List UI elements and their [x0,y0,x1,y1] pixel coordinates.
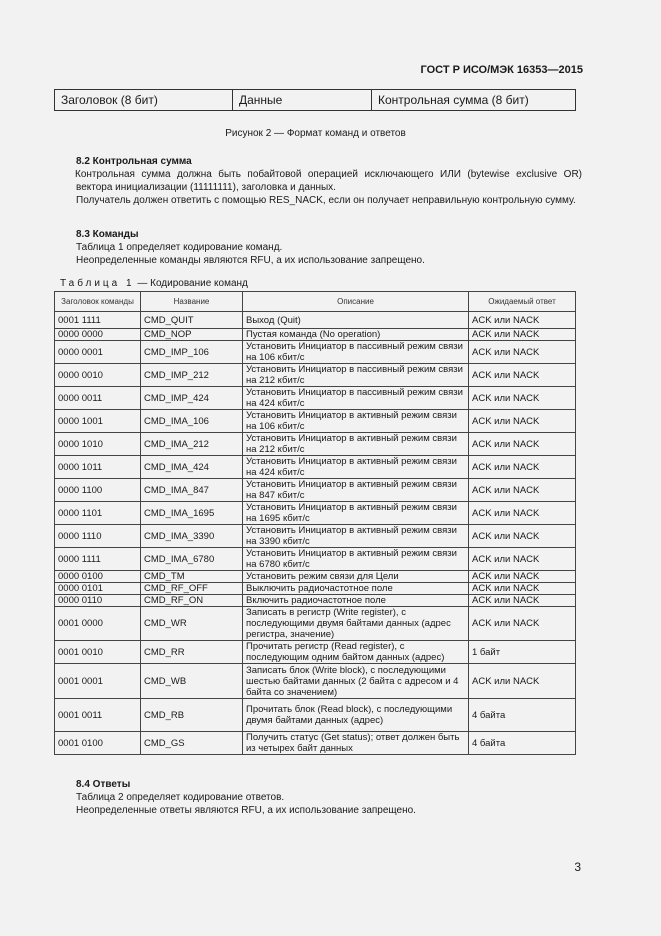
table-row [55,410,576,433]
table-row [55,433,576,456]
section-8-4 [76,778,582,817]
table-cell: ACK или NACK [469,502,576,525]
table-cell: 4 байта [469,699,576,732]
table-row [55,387,576,410]
table-cell: CMD_RF_ON [141,595,243,607]
table-cell: Пустая команда (No operation) [243,329,469,341]
paragraph: Неопределенные команды являются RFU, а их использование запрещено. [76,255,425,266]
table-cell: ACK или NACK [469,341,576,364]
table-cell: 1 байт [469,641,576,664]
table-cell: 0000 0001 [55,341,141,364]
table-cell: ACK или NACK [469,479,576,502]
table-cell: 0000 1010 [55,433,141,456]
table-cell: 0000 1001 [55,410,141,433]
table-cell: 0001 0001 [55,664,141,699]
table-cell: 0000 1110 [55,525,141,548]
table-cell: Установить Инициатор в активный режим связи на 424 кбит/с [243,456,469,479]
table-cell: Установить режим связи для Цели [243,571,469,583]
table-cell: 0000 0000 [55,329,141,341]
paragraph: Таблица 1 определяет кодирование команд. [76,242,283,253]
table-row [55,664,576,699]
table-cell: Установить Инициатор в активный режим связи на 847 кбит/с [243,479,469,502]
table-row [55,595,576,607]
table-cell: 0000 0100 [55,571,141,583]
table-cell: 0001 0011 [55,699,141,732]
table-cell: Установить Инициатор в пассивный режим связи на 106 кбит/с [243,341,469,364]
table-cell: Установить Инициатор в активный режим связи на 212 кбит/с [243,433,469,456]
table-cell: Прочитать регистр (Read register), с последующим одним байтом данных (адрес) [243,641,469,664]
table-row [55,525,576,548]
paragraph: Таблица 2 определяет кодирование ответов. [76,792,285,803]
table-cell: 0001 1111 [55,312,141,329]
table-row [55,364,576,387]
table-cell: CMD_TM [141,571,243,583]
table-cell: CMD_RB [141,699,243,732]
command-table [54,291,576,755]
table-cell: ACK или NACK [469,525,576,548]
table-cell: Включить радиочастотное поле [243,595,469,607]
table-row [55,732,576,755]
table-cell: 0000 0110 [55,595,141,607]
table-cell: Прочитать блок (Read block), с последующими двумя байтами данных (адрес) [243,699,469,732]
section-heading: 8.2 Контрольная сумма [76,156,192,167]
table-cell: 0000 0101 [55,583,141,595]
page-number: 3 [574,860,581,874]
table-row [55,479,576,502]
table-cell: ACK или NACK [469,571,576,583]
table-cell: 0001 0010 [55,641,141,664]
table-cell: 0000 1101 [55,502,141,525]
table-cell: Выход (Quit) [243,312,469,329]
table-row [55,502,576,525]
table-cell: Выключить радиочастотное поле [243,583,469,595]
table-row [55,548,576,571]
format-diagram [54,89,576,111]
table-cell: Установить Инициатор в активный режим связи на 1695 кбит/с [243,502,469,525]
table-cell: CMD_IMA_847 [141,479,243,502]
table-row [55,583,576,595]
standard-header: ГОСТ Р ИСО/МЭК 16353—2015 [420,64,583,76]
table-row [55,312,576,329]
table-cell: ACK или NACK [469,329,576,341]
table-cell: 0000 1011 [55,456,141,479]
table-cell: ACK или NACK [469,387,576,410]
table-cell: Записать блок (Write block), с последующими шестью байтами данных (2 байта с адресом и 4 байта со значением) [243,664,469,699]
table-cell: ACK или NACK [469,548,576,571]
table-cell: Установить Инициатор в пассивный режим связи на 212 кбит/с [243,364,469,387]
table-cell: CMD_IMP_106 [141,341,243,364]
table-row [55,456,576,479]
table-cell: CMD_IMA_424 [141,456,243,479]
table-cell: ACK или NACK [469,664,576,699]
table-cell: ACK или NACK [469,410,576,433]
table-cell: CMD_RR [141,641,243,664]
table-cell: Установить Инициатор в активный режим связи на 106 кбит/с [243,410,469,433]
section-heading: 8.3 Команды [76,229,139,240]
section-heading: 8.4 Ответы [76,779,131,790]
table-cell: CMD_WB [141,664,243,699]
table-cell: 0000 1100 [55,479,141,502]
paragraph: Неопределенные ответы являются RFU, а их использование запрещено. [76,805,416,816]
table-cell: ACK или NACK [469,364,576,387]
table-cell: CMD_IMA_1695 [141,502,243,525]
table-cell: CMD_IMA_212 [141,433,243,456]
table-caption-text: — Кодирование команд [134,278,248,289]
table-cell: CMD_IMP_424 [141,387,243,410]
table-cell: ACK или NACK [469,607,576,641]
table-cell: ACK или NACK [469,456,576,479]
figure-caption: Рисунок 2 — Формат команд и ответов [225,128,406,139]
table-caption-label: Таблица 1 [60,278,135,289]
table-cell: CMD_IMA_106 [141,410,243,433]
format-field-data: Данные [233,90,372,111]
table-cell: 0001 0000 [55,607,141,641]
table-cell: Получить статус (Get status); ответ должен быть из четырех байт данных [243,732,469,755]
table-cell: CMD_RF_OFF [141,583,243,595]
table-cell: CMD_IMA_6780 [141,548,243,571]
format-field-header: Заголовок (8 бит) [55,90,233,111]
table-row [55,607,576,641]
table-cell: CMD_IMP_212 [141,364,243,387]
table-cell: Записать в регистр (Write register), с последующими двумя байтами данных (адрес регистра, значение) [243,607,469,641]
table-row [55,341,576,364]
table-cell: Установить Инициатор в пассивный режим связи на 424 кбит/с [243,387,469,410]
table-cell: CMD_WR [141,607,243,641]
table-cell: CMD_QUIT [141,312,243,329]
table-cell: 4 байта [469,732,576,755]
table-cell: CMD_NOP [141,329,243,341]
table-cell: 0000 0010 [55,364,141,387]
table-cell: CMD_IMA_3390 [141,525,243,548]
table-row [55,329,576,341]
section-8-3 [76,228,582,267]
table-cell: Установить Инициатор в активный режим связи на 6780 кбит/с [243,548,469,571]
table-cell: ACK или NACK [469,433,576,456]
column-header: Название [141,292,243,312]
table-cell: ACK или NACK [469,312,576,329]
table-cell: ACK или NACK [469,595,576,607]
section-8-2 [76,155,582,207]
table-cell: ACK или NACK [469,583,576,595]
column-header: Заголовок команды [55,292,141,312]
paragraph: Контрольная сумма должна быть побайтовой операцией исключающего ИЛИ (bytewise exclusive OR) вектора инициализации (11111111), заголовка и данных. [75,169,582,193]
format-field-checksum: Контрольная сумма (8 бит) [372,90,576,111]
table-row [55,641,576,664]
table-caption [60,278,248,289]
paragraph: Получатель должен ответить с помощью RES_NACK, если он получает неправильную контрольную сумму. [76,195,576,206]
table-row [55,699,576,732]
table-cell: CMD_GS [141,732,243,755]
column-header: Описание [243,292,469,312]
table-row [55,571,576,583]
table-cell: 0001 0100 [55,732,141,755]
column-header: Ожидаемый ответ [469,292,576,312]
table-cell: 0000 0011 [55,387,141,410]
table-cell: 0000 1111 [55,548,141,571]
table-cell: Установить Инициатор в активный режим связи на 3390 кбит/с [243,525,469,548]
